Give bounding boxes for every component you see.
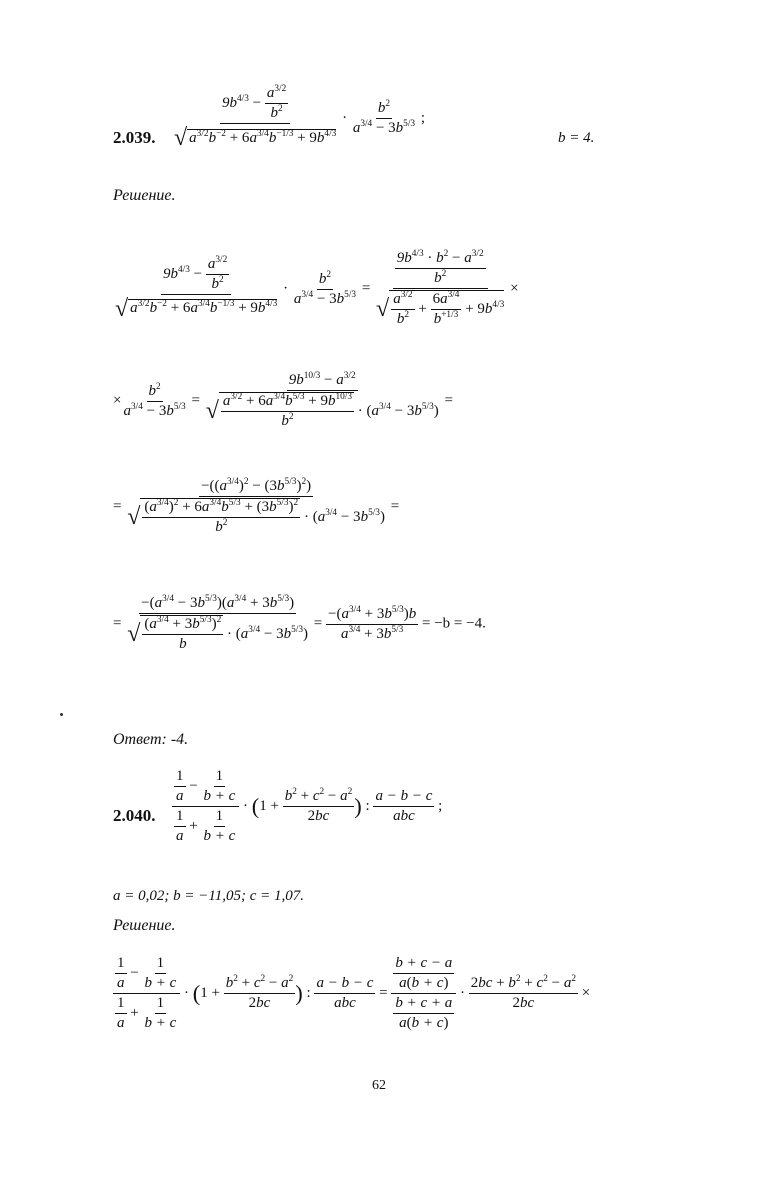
answer-label-1: Ответ: -4. xyxy=(113,731,189,748)
problem-number-2039: 2.039. xyxy=(113,128,156,147)
solution-2039-line1: $9b^{4/3}$ − $\frac{a^{3/2}}{b^2}$ √ $a^{3/2}b^{-2} + 6a^{3/4}b^{-1/3} + 9b^{4/3}$ · $\frac{b^2}{a^{3/4} - 3b^{5/3}}$ = $\frac{9b^{4/3} \cdot b^2 - a^{3/2}}{b^2}$ √ $\frac{a^{3/2}}{b^2}$ + $\frac{6a^{3/4}}{b^{+1/3}}$ + $9b^{4/3}$ × xyxy=(115,248,519,327)
solution-label-1: Решение. xyxy=(113,187,176,204)
solution-2039-line3: = $-((a^{3/4})^2 - (3b^{5/3})^2)$ √ $\frac{(a^{3/4})^2 + 6a^{3/4}b^{5/3} + (3b^{5/3})^2}{b^2}$ · $(a^{3/4} - 3b^{5/3})$ = xyxy=(113,476,400,535)
solution-2039-line4: = $-(a^{3/4} - 3b^{5/3})(a^{3/4} + 3b^{5/3})$ √ $\frac{(a^{3/4} + 3b^{5/3})^2}{b}$ · $(a^{3/4} - 3b^{5/3})$ = $\frac{-(a^{3/4} + 3b^{5/3})b}{a^{3/4} + 3b^{5/3}}$ = −b = −4. xyxy=(113,593,486,652)
page-number: 62 xyxy=(372,1078,386,1093)
stray-dot xyxy=(60,713,63,716)
problem-2039-expression: $9b^{4/3}$ − $\frac{a^{3/2}}{b^2}$ √ $a^{3/2}b^{-2} + 6a^{3/4}b^{-1/3} + 9b^{4/3}$ · $\frac{b^2}{a^{3/4} - 3b^{5/3}}$ ; xyxy=(174,83,425,151)
problem-2040-values: a = 0,02; b = −11,05; c = 1,07. xyxy=(113,888,305,904)
solution-2040-line1: $\frac{1}{a}$ − $\frac{1}{b + c}$ $\frac{1}{a}$ + $\frac{1}{b + c}$ · (1 + $\frac{b^2 + c^2 - a^2}{2bc}$ ) : $\frac{a - b - c}{\text{abc}}$ = $\frac{\frac{b + c - a}{a(b + c)}}{\frac{b + c + a}{a(b + c)}}$ · $\frac{2bc + b^2 + c^2 - a^2}{2bc}$ × xyxy=(113,955,590,1032)
final-result-2039: = −b = −4. xyxy=(421,615,486,632)
solution-2039-line2: × $\frac{b^2}{a^{3/4} - 3b^{5/3}}$ = $9b^{10/3} - a^{3/2}$ √ $\frac{a^{3/2} + 6a^{3/4}b^{5/3} + 9b^{10/3}}{b^2}$ · $(a^{3/4} - 3b^{5/3})$ = xyxy=(113,370,453,429)
condition-b: b = 4. xyxy=(558,130,595,146)
solution-label-2: Решение. xyxy=(113,917,176,934)
problem-2040-expression: $\frac{1}{a}$ − $\frac{1}{b + c}$ $\frac{1}{a}$ + $\frac{1}{b + c}$ · (1 + $\frac{b^2 + c^2 - a^2}{2bc}$ ) : $\frac{a - b - c}{\text{abc}}$ ; xyxy=(172,768,442,845)
problem-number-2040: 2.040. xyxy=(113,806,156,825)
